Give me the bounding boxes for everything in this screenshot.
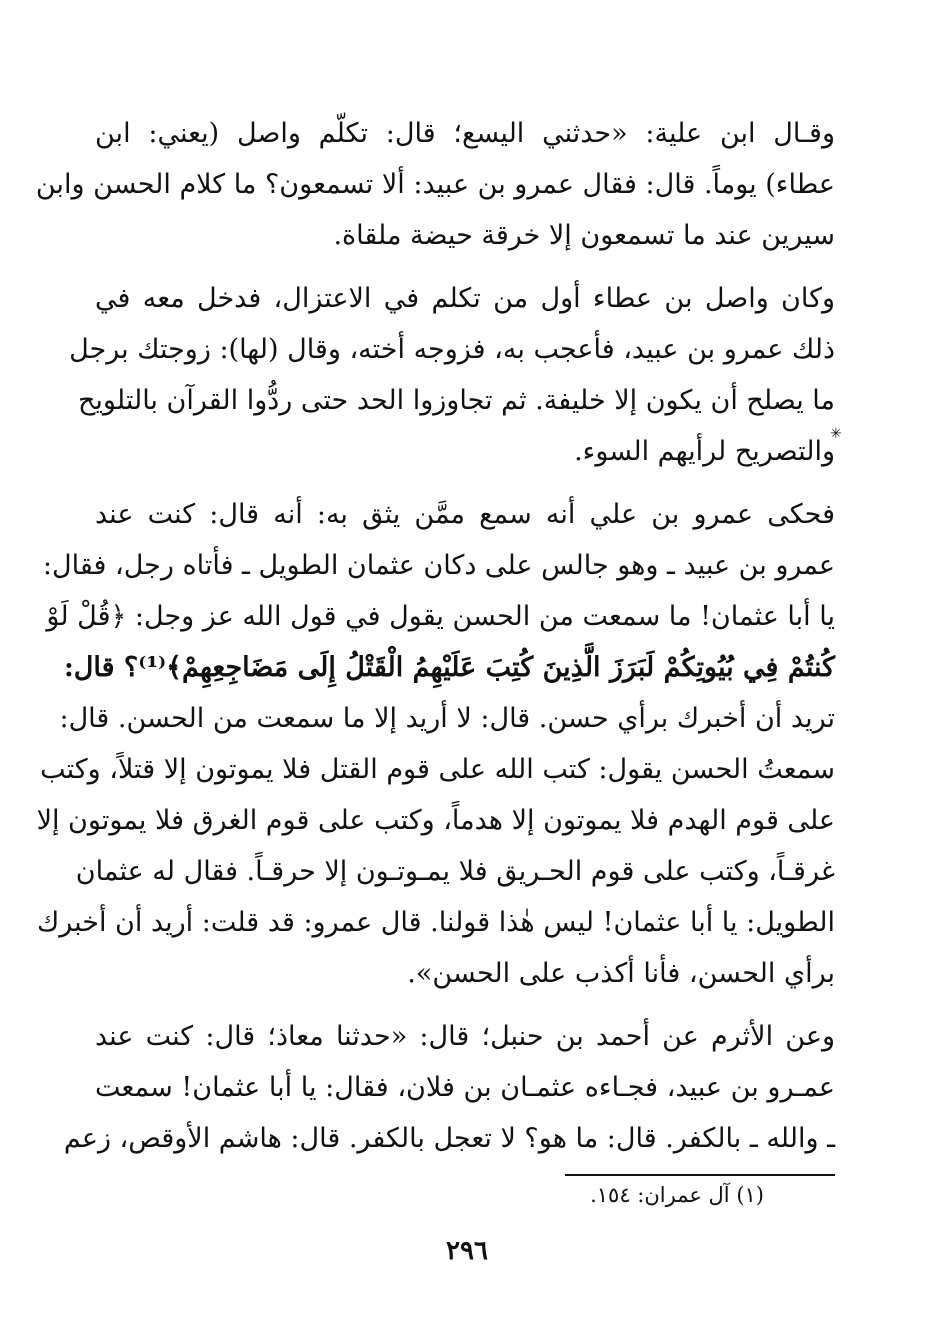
quran-verse-line: كُنتُمْ فِي بُيُوتِكُمْ لَبَرَزَ الَّذِينَ كُتِبَ عَلَيْهِمُ الْقَتْلُ إِلَى مَضَاجِعِهِمْ﴾⁽¹⁾؟ قال:	[63, 652, 835, 683]
footnote: (١) آل عمران: ١٥٤.	[590, 1183, 764, 1207]
text-line: برأي الحسن، فأنا أكذب على الحسن».	[407, 958, 835, 989]
paragraph-1	[35, 108, 835, 261]
text-line: وقـال ابن علية: «حدثني اليسع؛ قال: تكلّم واصل (يعني: ابن	[95, 118, 835, 149]
text-line: غرقـاً، وكتب على قوم الحـريق فلا يمـوتـون إلا حرقـاً. فقال له عثمان	[75, 856, 835, 887]
text-line: الطويل: يا أبا عثمان! ليس هٰذا قولنا. قال عمرو: قد قلت: أريد أن أخبرك	[36, 907, 835, 938]
text-line: والتصريح لرأيهم السوء.	[574, 436, 835, 467]
paragraph-2	[69, 273, 835, 477]
asterisk-icon: ✳	[830, 426, 842, 442]
text-line: عمـرو بن عبيد، فجـاءه عثمـان بن فلان، فقال: يا أبا عثمان! سمعت	[95, 1072, 835, 1103]
text-line: فحكى عمرو بن علي أنه سمع ممَّن يثق به: أنه قال: كنت عند	[95, 499, 835, 530]
text-line: ـ والله ـ بالكفر. قال: ما هو؟ لا تعجل بالكفر. قال: هاشم الأوقص، زعم	[63, 1123, 835, 1154]
text-line: عمرو بن عبيد ـ وهو جالس على دكان عثمان الطويل ـ فأتاه رجل، فقال:	[42, 550, 835, 581]
footnote-divider	[565, 1174, 835, 1176]
paragraph-3	[36, 489, 835, 999]
text-line: على قوم الهدم فلا يموتون إلا هدماً، وكتب على قوم الغرق فلا يموتون إلا	[36, 805, 835, 836]
text-line: ذلك عمرو بن عبيد، فأعجب به، فزوجه أخته، وقال (لها): زوجتك برجل	[69, 334, 835, 365]
paragraph-4	[63, 1011, 835, 1164]
page-number: ٢٩٦	[446, 1236, 488, 1266]
text-line: تريد أن أخبرك برأي حسن. قال: لا أريد إلا ما سمعت من الحسن. قال:	[59, 703, 835, 734]
page-body	[35, 108, 835, 1176]
text-line: سمعتُ الحسن يقول: كتب الله على قوم القتل فلا يموتون إلا قتلاً، وكتب	[40, 754, 835, 785]
text-line: سيرين عند ما تسمعون إلا خرقة حيضة ملقاة.	[333, 220, 835, 251]
text-line: ما يصلح أن يكون إلا خليفة. ثم تجاوزوا الحد حتى ردُّوا القرآن بالتلويح	[77, 385, 835, 416]
text-line: وعن الأثرم عن أحمد بن حنبل؛ قال: «حدثنا معاذ؛ قال: كنت عند	[95, 1021, 835, 1052]
text-line: يا أبا عثمان! ما سمعت من الحسن يقول في قول الله عز وجل: ﴿قُلْ لَوْ	[46, 601, 835, 632]
text-line: وكان واصل بن عطاء أول من تكلم في الاعتزال، فدخل معه في	[95, 283, 835, 314]
text-line: عطاء) يوماً. قال: فقال عمرو بن عبيد: ألا تسمعون؟ ما كلام الحسن وابن	[35, 169, 835, 200]
